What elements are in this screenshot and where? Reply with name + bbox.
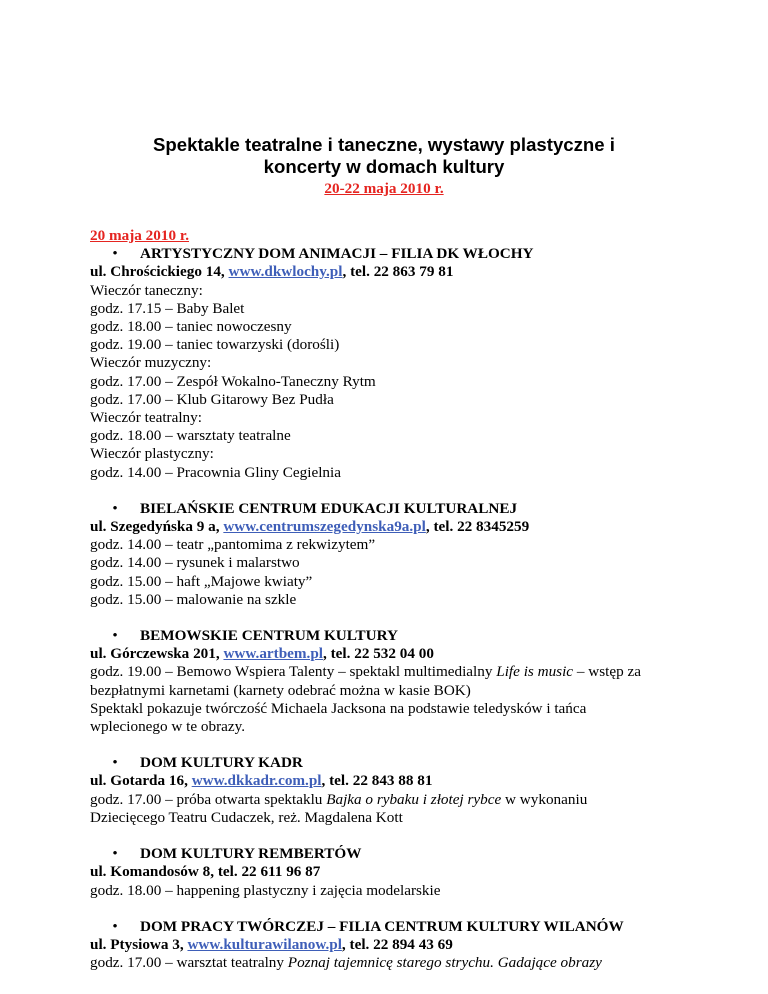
venue-dom-pracy-tworczej <box>90 918 690 973</box>
event-title: Bajka o rybaku i złotej rybce <box>326 790 502 808</box>
date-range-subtitle: 20-22 maja 2010 r. <box>324 180 444 197</box>
page-title <box>90 134 678 177</box>
venue-bemowskie <box>90 627 690 736</box>
bullet-icon: • <box>112 499 118 517</box>
schedule-line: godz. 18.00 – warsztaty teatralne <box>90 427 291 445</box>
venue-address: ul. Szegedyńska 9 a, www.centrumszegedynska9a.pl, tel. 22 8345259 <box>90 518 530 536</box>
title-line-2: koncerty w domach kultury <box>263 155 505 177</box>
schedule-line: godz. 17.00 – warsztat teatralny Poznaj tajemnicę starego strychu. Gadające obrazy <box>90 954 602 972</box>
schedule-line: godz. 18.00 – taniec nowoczesny <box>90 318 292 336</box>
schedule-line: godz. 14.00 – Pracownia Gliny Cegielnia <box>90 463 341 481</box>
schedule-line: godz. 17.15 – Baby Balet <box>90 299 245 317</box>
schedule-line: godz. 19.00 – taniec towarzyski (dorośli) <box>90 336 340 354</box>
venue-name: • DOM KULTURY KADR <box>90 754 690 772</box>
schedule-line: godz. 17.00 – próba otwarta spektaklu Bajka o rybaku i złotej rybce w wykonaniu <box>90 790 588 808</box>
venue-website-link[interactable]: www.centrumszegedynska9a.pl <box>223 518 426 536</box>
program-content <box>90 227 690 972</box>
venue-website-link[interactable]: www.dkwlochy.pl <box>228 263 343 281</box>
event-title: Life is music <box>496 663 574 681</box>
venue-address: ul. Chrościckiego 14, www.dkwlochy.pl, tel. 22 863 79 81 <box>90 263 454 281</box>
schedule-line: godz. 19.00 – Bemowo Wspiera Talenty – spektakl multimedialny Life is music – wstęp za <box>90 663 641 681</box>
venue-address: ul. Górczewska 201, www.artbem.pl, tel. 22 532 04 00 <box>90 645 434 663</box>
schedule-line: bezpłatnymi karnetami (karnety odebrać można w kasie BOK) <box>90 681 471 699</box>
schedule-line: godz. 18.00 – happening plastyczny i zajęcia modelarskie <box>90 881 441 899</box>
date-heading: 20 maja 2010 r. <box>90 227 189 244</box>
venue-website-link[interactable]: www.kulturawilanow.pl <box>187 935 342 953</box>
schedule-line: Wieczór plastyczny: <box>90 445 214 463</box>
venue-kadr <box>90 754 690 827</box>
venue-name: • ARTYSTYCZNY DOM ANIMACJI – FILIA DK WŁOCHY <box>90 245 690 263</box>
bullet-icon: • <box>112 845 118 863</box>
venue-website-link[interactable]: www.dkkadr.com.pl <box>191 772 322 790</box>
venue-rembertow <box>90 845 690 900</box>
schedule-line: Wieczór taneczny: <box>90 281 203 299</box>
venue-address: ul. Komandosów 8, tel. 22 611 96 87 <box>90 863 321 881</box>
schedule-line: godz. 17.00 – Klub Gitarowy Bez Pudła <box>90 390 334 408</box>
venue-name: • BEMOWSKIE CENTRUM KULTURY <box>90 627 690 645</box>
venue-dk-wlochy <box>90 245 690 482</box>
venue-name: • BIELAŃSKIE CENTRUM EDUKACJI KULTURALNEJ <box>90 500 690 518</box>
schedule-line: godz. 15.00 – haft „Majowe kwiaty” <box>90 572 313 590</box>
bullet-icon: • <box>112 627 118 645</box>
bullet-icon: • <box>112 245 118 263</box>
bullet-icon: • <box>112 754 118 772</box>
venue-name: • DOM KULTURY REMBERTÓW <box>90 845 690 863</box>
venue-website-link[interactable]: www.artbem.pl <box>223 645 324 663</box>
schedule-line: wplecionego w te obrazy. <box>90 718 246 736</box>
venue-address: ul. Ptysiowa 3, www.kulturawilanow.pl, tel. 22 894 43 69 <box>90 935 453 953</box>
schedule-line: Dziecięcego Teatru Cudaczek, reż. Magdalena Kott <box>90 808 403 826</box>
venue-bcek <box>90 500 690 609</box>
schedule-line: godz. 14.00 – rysunek i malarstwo <box>90 554 300 572</box>
schedule-line: godz. 15.00 – malowanie na szkle <box>90 590 297 608</box>
schedule-line: Spektakl pokazuje twórczość Michaela Jacksona na podstawie teledysków i tańca <box>90 699 587 717</box>
venue-address: ul. Gotarda 16, www.dkkadr.com.pl, tel. 22 843 88 81 <box>90 772 433 790</box>
schedule-line: Wieczór muzyczny: <box>90 354 212 372</box>
venue-name: • DOM PRACY TWÓRCZEJ – FILIA CENTRUM KULTURY WILANÓW <box>90 918 690 936</box>
event-title: Poznaj tajemnicę starego strychu. Gadające obrazy <box>287 954 602 972</box>
schedule-line: Wieczór teatralny: <box>90 409 202 427</box>
schedule-line: godz. 17.00 – Zespół Wokalno-Taneczny Rytm <box>90 372 376 390</box>
schedule-line: godz. 14.00 – teatr „pantomima z rekwizytem” <box>90 536 376 554</box>
bullet-icon: • <box>112 917 118 935</box>
title-line-1: Spektakle teatralne i taneczne, wystawy plastyczne i <box>153 134 615 155</box>
